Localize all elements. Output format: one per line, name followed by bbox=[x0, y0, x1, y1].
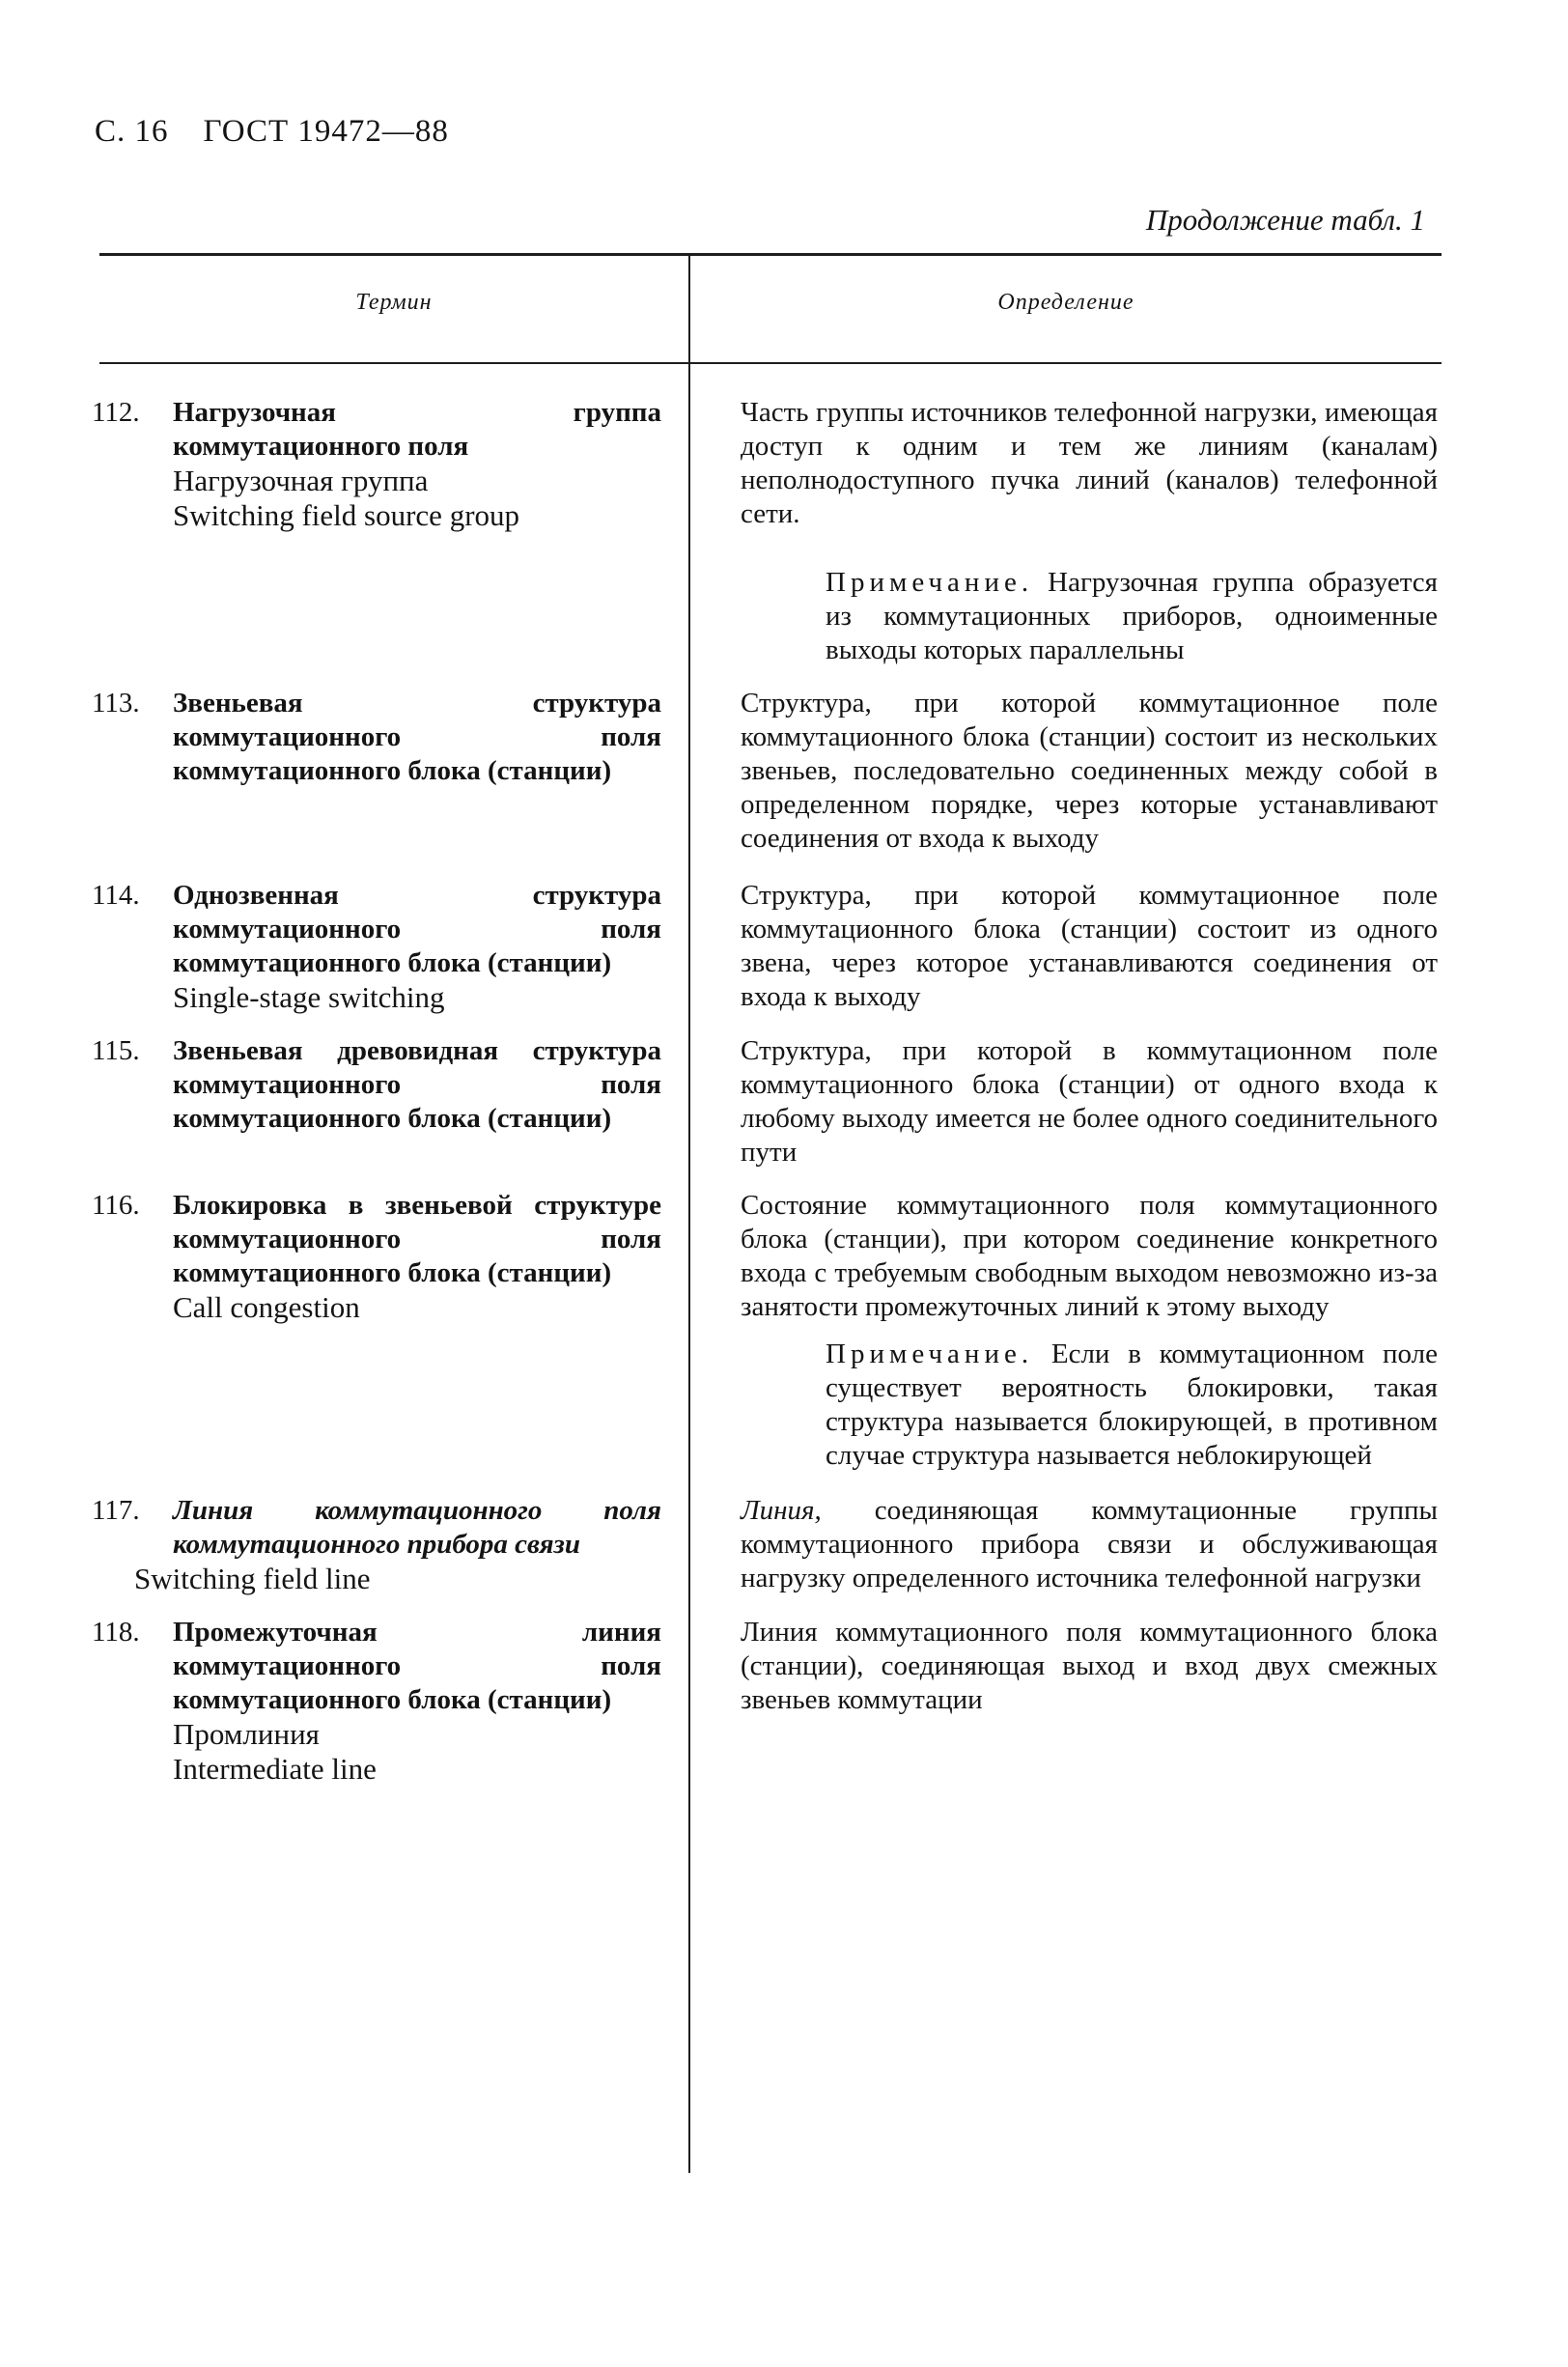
definition-cell bbox=[741, 879, 1438, 1015]
definition-rest: соединяющая коммутационные группы коммутационного прибора связи и обслуживающая нагрузку определенного источника телефонной нагрузки bbox=[741, 1495, 1438, 1593]
term-cell bbox=[92, 879, 690, 1015]
term-number: 113. bbox=[92, 688, 140, 719]
document-code: ГОСТ 19472—88 bbox=[203, 114, 449, 149]
term-name: Промежуточная линия коммутационного поля коммутационного блока (станции) bbox=[173, 1617, 661, 1715]
term-cell bbox=[92, 1034, 690, 1169]
table-row bbox=[92, 396, 1443, 667]
table-top-rule bbox=[99, 253, 1442, 256]
note bbox=[826, 1338, 1438, 1473]
term-name: Блокировка в звеньевой структуре коммутационного поля коммутационного блока (станции) bbox=[173, 1190, 661, 1288]
term-cell bbox=[92, 1189, 690, 1473]
term-english: Intermediate line bbox=[173, 1752, 377, 1786]
term-number: 114. bbox=[92, 880, 140, 911]
table-row bbox=[92, 1189, 1443, 1473]
definition-cell bbox=[741, 1034, 1438, 1169]
definition-text: Часть группы источников телефонной нагрузки, имеющая доступ к одним и тем же линиям (каналам) неполнодоступного пучка линий (каналов) телефонной сети. bbox=[741, 397, 1438, 529]
note-text: Если в коммутационном поле существует вероятность блокировки, такая структура называется блокирующей, в противном случае структура называется неблокирующей bbox=[826, 1338, 1439, 1471]
definition-cell bbox=[741, 396, 1438, 667]
definition-text: Состояние коммутационного поля коммутационного блока (станции), при котором соединение конкретного входа с требуемым свободным выходом невозможно из-за занятости промежуточных линий к этому выходу bbox=[741, 1190, 1438, 1322]
page-number: С. 16 bbox=[95, 114, 169, 149]
term-name: Звеньевая древовидная структура коммутационного поля коммутационного блока (станции) bbox=[173, 1035, 661, 1134]
page-header bbox=[95, 114, 449, 150]
note bbox=[826, 566, 1438, 667]
table-row bbox=[92, 687, 1443, 856]
term-number: 117. bbox=[92, 1495, 140, 1526]
term-cell bbox=[92, 687, 690, 856]
definition-text: Структура, при которой в коммутационном поле коммутационного блока (станции) от одного входа к любому выходу имеется не более одного соединительного пути bbox=[741, 1035, 1438, 1168]
definition-cell bbox=[741, 1189, 1438, 1473]
table-row bbox=[92, 1494, 1443, 1596]
note-text: Нагрузочная группа образуется из коммутационных приборов, одноименные выходы которых параллельны bbox=[826, 567, 1438, 665]
column-header-definition: Определение bbox=[997, 290, 1134, 315]
definition-text: Структура, при которой коммутационное поле коммутационного блока (станции) состоит из одного звена, через которое устанавливаются соединения от входа к выходу bbox=[741, 880, 1438, 1012]
definition-text bbox=[741, 1494, 1438, 1595]
terms-table bbox=[92, 396, 1443, 1787]
note-label: Примечание. bbox=[826, 567, 1034, 598]
term-number: 116. bbox=[92, 1190, 140, 1221]
table-row bbox=[92, 1616, 1443, 1787]
term-name: Линия коммутационного поля коммутационного прибора связи bbox=[173, 1495, 661, 1560]
term-cell bbox=[92, 396, 690, 667]
term-english: Single-stage switching bbox=[173, 980, 445, 1014]
term-synonym: Нагрузочная группа bbox=[173, 464, 429, 497]
term-english: Switching field source group bbox=[173, 498, 520, 532]
table-row bbox=[92, 1034, 1443, 1169]
column-header-term: Термин bbox=[355, 290, 433, 315]
definition-cell bbox=[741, 687, 1438, 856]
term-number: 115. bbox=[92, 1035, 140, 1066]
term-number: 118. bbox=[92, 1617, 140, 1648]
definition-cell bbox=[741, 1616, 1438, 1787]
definition-cell bbox=[741, 1494, 1438, 1596]
term-english: Switching field line bbox=[134, 1562, 371, 1595]
term-number: 112. bbox=[92, 397, 140, 428]
term-synonym: Промлиния bbox=[173, 1717, 320, 1751]
term-english: Call congestion bbox=[173, 1290, 360, 1324]
term-cell bbox=[92, 1494, 690, 1596]
note-label: Примечание. bbox=[826, 1338, 1034, 1369]
definition-lead: Линия, bbox=[741, 1495, 822, 1526]
definition-text: Линия коммутационного поля коммутационного блока (станции), соединяющая выход и вход двух смежных звеньев коммутации bbox=[741, 1617, 1438, 1715]
table-header-rule bbox=[99, 362, 1442, 364]
term-name: Звеньевая структура коммутационного поля коммутационного блока (станции) bbox=[173, 688, 661, 786]
term-name: Однозвенная структура коммутационного поля коммутационного блока (станции) bbox=[173, 880, 661, 978]
definition-text: Структура, при которой коммутационное поле коммутационного блока (станции) состоит из нескольких звеньев, последовательно соединенных между собой в определенном порядке, через которые устанавливают соединения от входа к выходу bbox=[741, 688, 1438, 854]
term-name: Нагрузочная группа коммутационного поля bbox=[173, 397, 661, 462]
table-row bbox=[92, 879, 1443, 1015]
term-cell bbox=[92, 1616, 690, 1787]
table-continuation-label: Продолжение табл. 1 bbox=[1145, 203, 1425, 237]
